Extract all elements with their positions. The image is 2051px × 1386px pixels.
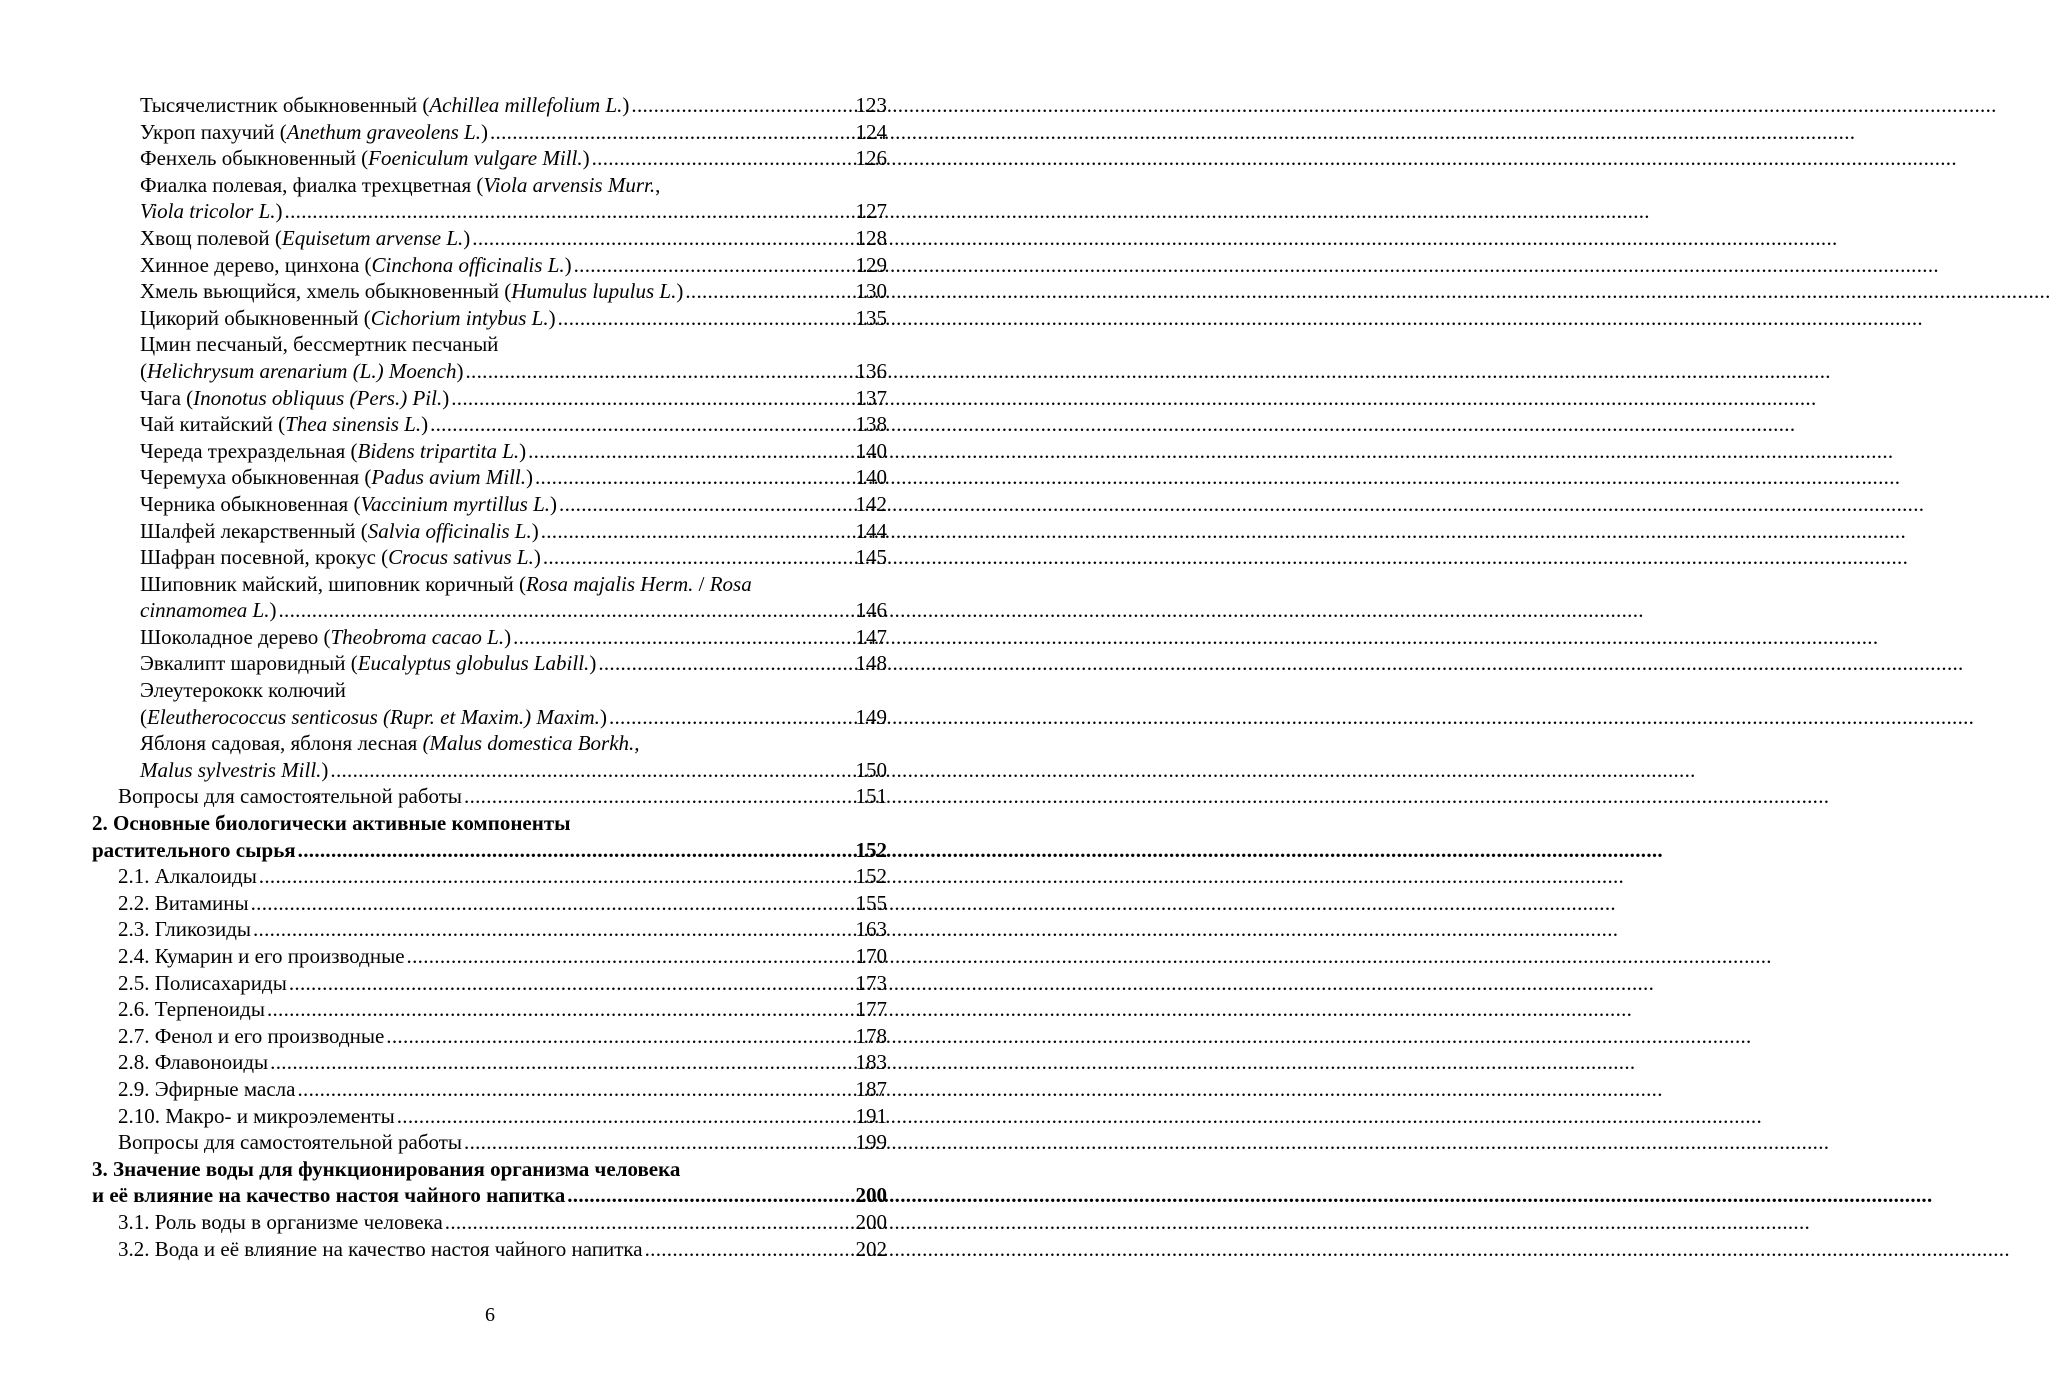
title-text: 2.4. Кумарин и его производные [118, 944, 405, 968]
title-text: 2.10. Макро- и микроэлементы [118, 1103, 395, 1128]
toc-page-number: 146 [855, 598, 887, 623]
toc-entry[interactable] [92, 119, 887, 146]
title-text: 3. Значение воды для функционирования организма человека [92, 1156, 681, 1181]
latin-name: Foeniculum vulgare Mill. [368, 146, 583, 171]
title-text: Цмин песчаный, бессмертник песчаный [140, 332, 499, 357]
toc-entry[interactable] [92, 943, 887, 970]
toc-page-number: 124 [855, 119, 887, 144]
toc-page-number: 135 [855, 305, 887, 330]
title-text: Вопросы для самостоятельной работы [118, 784, 463, 809]
toc-page-number: 145 [855, 545, 887, 570]
toc-entry[interactable] [92, 1156, 887, 1183]
toc-page-number: 140 [855, 465, 887, 490]
toc-entry[interactable] [92, 916, 887, 943]
toc-entry[interactable] [92, 996, 887, 1023]
toc-page-number: 152 [855, 837, 887, 862]
toc-entry[interactable] [92, 544, 887, 571]
title-text: ) [589, 651, 597, 676]
dot-leader [430, 411, 853, 438]
toc-entry[interactable] [92, 252, 887, 279]
toc-entry-title [140, 411, 428, 438]
dot-leader [645, 1236, 854, 1263]
latin-name: Bidens tripartita L. [357, 438, 520, 463]
dot-leader [559, 491, 853, 518]
dot-leader [259, 863, 854, 890]
toc-entry[interactable] [92, 1023, 887, 1050]
toc-entry-title [118, 1103, 395, 1130]
title-text: Череда трехраздельная ( [140, 438, 358, 463]
latin-name: Vaccinium myrtillus L. [360, 491, 551, 516]
dot-leader [490, 119, 854, 146]
toc-entry-title [118, 1049, 268, 1076]
title-text: ) [275, 199, 283, 224]
toc-page-number: 191 [855, 1103, 887, 1128]
toc-page-number: 151 [855, 784, 887, 809]
title-text: Вопросы для самостоятельной работы [118, 1130, 463, 1155]
toc-page-number: 140 [855, 438, 887, 463]
dot-leader [528, 438, 853, 465]
latin-name: Viola tricolor L. [140, 199, 276, 224]
toc-page-number: 130 [855, 279, 887, 304]
title-text: Черника обыкновенная ( [140, 491, 361, 516]
title-text: Элеутерококк колючий [140, 678, 346, 703]
toc-entry[interactable] [92, 438, 887, 465]
toc-entry-title [140, 331, 498, 358]
toc-page-number: 127 [855, 199, 887, 224]
title-text: 2.7. Фенол и его производные [118, 1023, 385, 1048]
toc-page-number: 177 [855, 997, 887, 1022]
title-text: ) [481, 119, 488, 144]
dot-leader [445, 1209, 854, 1236]
toc-entry[interactable] [92, 172, 887, 199]
title-text: ) [456, 358, 464, 383]
title-text: Фенхель обыкновенный ( [140, 146, 369, 171]
toc-entry[interactable] [92, 970, 887, 997]
toc-page-number: 137 [855, 385, 887, 410]
toc-entry-title [140, 518, 539, 545]
toc-entry[interactable] [92, 145, 887, 172]
title-text: ) [526, 465, 533, 490]
toc-page-number: 147 [855, 624, 887, 649]
toc-entry[interactable] [92, 783, 887, 810]
toc-entry-title [140, 119, 488, 146]
title-text: ) [463, 225, 471, 250]
dot-leader [541, 518, 854, 545]
dot-leader [464, 783, 853, 810]
latin-name: Malus sylvestris Mill. [140, 757, 322, 782]
page-number: 6 [485, 1304, 495, 1326]
toc-entry[interactable] [92, 1129, 887, 1156]
title-text: ) [564, 252, 572, 277]
toc-entry-title [140, 145, 590, 172]
toc-page-number: 183 [855, 1050, 887, 1075]
toc-entry[interactable] [92, 1236, 887, 1263]
dot-leader [558, 305, 854, 332]
toc-entry[interactable] [92, 278, 887, 305]
dot-leader [285, 198, 854, 225]
toc-entry[interactable] [92, 1182, 887, 1209]
dot-leader [631, 92, 853, 119]
title-text: Укроп пахучий ( [140, 119, 287, 144]
toc-entry-title [140, 650, 596, 677]
latin-name: Rosa [709, 571, 752, 596]
title-text: ) [531, 518, 539, 543]
toc-entry[interactable] [92, 1049, 887, 1076]
toc-entry[interactable] [92, 331, 887, 358]
title-text: 2.2. Витамины [118, 890, 249, 915]
title-text: ) [519, 438, 527, 463]
toc-page-number: 136 [855, 358, 887, 383]
dot-leader [279, 597, 854, 624]
table-of-contents [92, 92, 887, 1262]
latin-name: Equisetum arvense L. [281, 225, 464, 250]
title-text: ) [582, 146, 590, 171]
latin-name: Helichrysum arenarium (L.) Moench [147, 358, 457, 383]
toc-page-number: 178 [855, 1023, 887, 1048]
toc-entry-title [140, 464, 533, 491]
toc-entry-title [118, 1129, 462, 1156]
toc-entry[interactable] [92, 730, 887, 757]
latin-name: cinnamomea L. [140, 598, 270, 623]
dot-leader [330, 757, 853, 784]
title-text: ) [550, 491, 558, 516]
dot-leader [407, 943, 854, 970]
toc-entry[interactable] [92, 358, 887, 385]
toc-page-number: 200 [855, 1183, 887, 1208]
title-text: Чай китайский ( [140, 412, 286, 437]
title-text: Шоколадное дерево ( [140, 624, 331, 649]
toc-entry-title [118, 1076, 295, 1103]
toc-page-number: 144 [855, 518, 887, 543]
title-text: Хинное дерево, цинхона ( [140, 252, 372, 277]
toc-entry-title [140, 358, 464, 385]
latin-name: Humulus lupulus L. [511, 279, 677, 304]
toc-page-number: 126 [855, 146, 887, 171]
toc-entry-title [118, 943, 405, 970]
title-text: Фиалка полевая, фиалка трехцветная ( [140, 172, 484, 197]
toc-page-number: 142 [855, 491, 887, 516]
latin-name: Eucalyptus globulus Labill. [357, 651, 590, 676]
toc-page-number: 173 [855, 970, 887, 995]
dot-leader [543, 544, 854, 571]
toc-page-number: 149 [855, 704, 887, 729]
dot-leader [685, 278, 853, 305]
toc-entry-title [140, 757, 328, 784]
title-text: ) [548, 305, 556, 330]
toc-entry[interactable] [92, 491, 887, 518]
title-text: Чага ( [140, 385, 194, 410]
title-text: растительного сырья [92, 837, 296, 862]
toc-entry[interactable] [92, 677, 887, 704]
dot-leader [386, 1023, 853, 1050]
toc-page-number: 163 [855, 917, 887, 942]
toc-page-number: 152 [855, 864, 887, 889]
dot-leader [574, 252, 854, 279]
toc-entry-title [140, 385, 449, 412]
toc-entry[interactable] [92, 571, 887, 598]
title-text: Эвкалипт шаровидный ( [140, 651, 358, 676]
toc-entry-title [140, 172, 660, 199]
toc-entry[interactable] [92, 198, 887, 225]
latin-name: (Malus domestica Borkh., [422, 731, 640, 756]
title-text: 2.8. Флавоноиды [118, 1050, 269, 1075]
dot-leader [598, 650, 853, 677]
latin-name: Inonotus obliquus (Pers.) Pil. [193, 385, 443, 410]
title-text: , [655, 172, 661, 197]
latin-name: Crocus sativus L. [388, 545, 534, 570]
title-text: Шалфей лекарственный ( [140, 518, 368, 543]
toc-entry[interactable] [92, 1103, 887, 1130]
toc-entry[interactable] [92, 757, 887, 784]
dot-leader [472, 225, 853, 252]
dot-leader [298, 837, 854, 864]
toc-entry[interactable] [92, 837, 887, 864]
toc-entry-title [140, 252, 572, 279]
dot-leader [464, 1129, 853, 1156]
title-text: ) [676, 279, 684, 304]
title-text: 3.2. Вода и её влияние на качество настоя чайного напитка [118, 1236, 643, 1261]
toc-entry-title [92, 1182, 565, 1209]
latin-name: Rosa majalis Herm. [525, 571, 694, 596]
toc-entry-title [140, 677, 346, 704]
title-text: Цикорий обыкновенный ( [140, 305, 371, 330]
toc-page-number: 187 [855, 1076, 887, 1101]
toc-entry-title [118, 1023, 384, 1050]
toc-entry-title [140, 704, 607, 731]
title-text: и её влияние на качество настоя чайного напитка [92, 1183, 566, 1208]
title-text: ) [622, 93, 630, 117]
dot-leader [251, 890, 854, 917]
toc-entry[interactable] [92, 411, 887, 438]
toc-entry-title [92, 810, 571, 837]
title-text: Шафран посевной, крокус ( [140, 545, 389, 570]
dot-leader [297, 1076, 853, 1103]
title-text: ) [442, 385, 450, 410]
dot-leader [609, 704, 854, 731]
title-text: ( [140, 704, 147, 729]
title-text: 2.9. Эфирные масла [118, 1076, 296, 1101]
dot-leader [270, 1049, 853, 1076]
toc-entry-title [140, 730, 640, 757]
title-text: ) [533, 545, 541, 570]
dot-leader [567, 1182, 853, 1209]
latin-name: Achillea millefolium L. [429, 93, 623, 117]
title-text: 2. Основные биологически активные компоненты [92, 811, 571, 836]
toc-entry-title [140, 225, 470, 252]
toc-entry[interactable] [92, 464, 887, 491]
title-text: ) [421, 412, 429, 437]
latin-name: Eleutherococcus senticosus (Rupr. et Maxim.) Maxim. [147, 704, 600, 729]
title-text: ) [269, 598, 277, 623]
toc-entry-title [118, 970, 287, 997]
toc-entry[interactable] [92, 518, 887, 545]
toc-entry[interactable] [92, 890, 887, 917]
title-text: 3.1. Роль воды в организме человека [118, 1209, 443, 1234]
toc-page-number: 138 [855, 412, 887, 437]
title-text: Тысячелистник обыкновенный ( [140, 93, 430, 117]
latin-name: Theobroma cacao L. [330, 624, 505, 649]
title-text: Шиповник майский, шиповник коричный ( [140, 571, 526, 596]
toc-entry[interactable] [92, 385, 887, 412]
toc-page-number: 170 [855, 944, 887, 968]
toc-page-number: 148 [855, 651, 887, 676]
latin-name: Viola arvensis Murr. [483, 172, 656, 197]
toc-entry[interactable] [92, 810, 887, 837]
toc-entry-title [140, 438, 526, 465]
latin-name: Salvia officinalis L. [367, 518, 532, 543]
dot-leader [267, 996, 854, 1023]
toc-entry[interactable] [92, 92, 887, 119]
toc-entry-title [92, 1156, 680, 1183]
dot-leader [451, 385, 853, 412]
toc-entry-title [140, 92, 629, 119]
toc-entry-title [118, 916, 251, 943]
toc-page-number: 129 [855, 252, 887, 277]
dot-leader [466, 358, 854, 385]
toc-entry[interactable] [92, 1076, 887, 1103]
toc-page-number: 200 [855, 1209, 887, 1234]
toc-entry[interactable] [92, 863, 887, 890]
title-text: 2.3. Гликозиды [118, 917, 251, 942]
title-text: Яблоня садовая, яблоня лесная [140, 731, 423, 756]
toc-page-number: 123 [855, 93, 887, 117]
title-text: Черемуха обыкновенная ( [140, 465, 372, 490]
dot-leader [513, 624, 853, 651]
toc-entry-title [140, 544, 541, 571]
title-text: 2.1. Алкалоиды [118, 864, 257, 889]
dot-leader [289, 970, 854, 997]
title-text: ( [140, 358, 147, 383]
toc-entry[interactable] [92, 1209, 887, 1236]
toc-entry[interactable] [92, 704, 887, 731]
toc-entry-title [92, 837, 296, 864]
toc-entry[interactable] [92, 624, 887, 651]
toc-entry-title [140, 571, 752, 598]
toc-entry-title [118, 863, 257, 890]
toc-entry-title [140, 198, 283, 225]
toc-entry-title [118, 1209, 443, 1236]
title-text: 2.5. Полисахариды [118, 970, 287, 995]
title-text: / [693, 571, 710, 596]
latin-name: Thea sinensis L. [285, 412, 422, 437]
dot-leader [253, 916, 854, 943]
title-text: ) [599, 704, 607, 729]
dot-leader [592, 145, 854, 172]
toc-page-number: 155 [855, 890, 887, 915]
title-text: Хвощ полевой ( [140, 225, 282, 250]
toc-entry[interactable] [92, 650, 887, 677]
toc-entry[interactable] [92, 225, 887, 252]
toc-entry-title [118, 890, 249, 917]
dot-leader [535, 464, 854, 491]
toc-page-number: 202 [855, 1236, 887, 1261]
toc-entry-title [140, 278, 683, 305]
toc-page-number: 150 [855, 757, 887, 782]
toc-entry-title [140, 491, 557, 518]
toc-entry[interactable] [92, 597, 887, 624]
latin-name: Padus avium Mill. [371, 465, 526, 490]
toc-page-number: 199 [855, 1130, 887, 1155]
title-text: Хмель вьющийся, хмель обыкновенный ( [140, 279, 512, 304]
toc-entry-title [140, 597, 277, 624]
title-text: 2.6. Терпеноиды [118, 997, 265, 1022]
latin-name: Anethum graveolens L. [286, 119, 481, 144]
title-text: ) [504, 624, 512, 649]
dot-leader [397, 1103, 854, 1130]
latin-name: Cinchona officinalis L. [371, 252, 565, 277]
toc-entry-title [140, 624, 511, 651]
toc-entry-title [118, 996, 265, 1023]
latin-name: Cichorium intybus L. [370, 305, 549, 330]
title-text: ) [321, 757, 329, 782]
toc-entry-title [118, 1236, 643, 1263]
toc-entry-title [140, 305, 556, 332]
toc-page-number: 128 [855, 225, 887, 250]
toc-entry-title [118, 783, 462, 810]
toc-entry[interactable] [92, 305, 887, 332]
